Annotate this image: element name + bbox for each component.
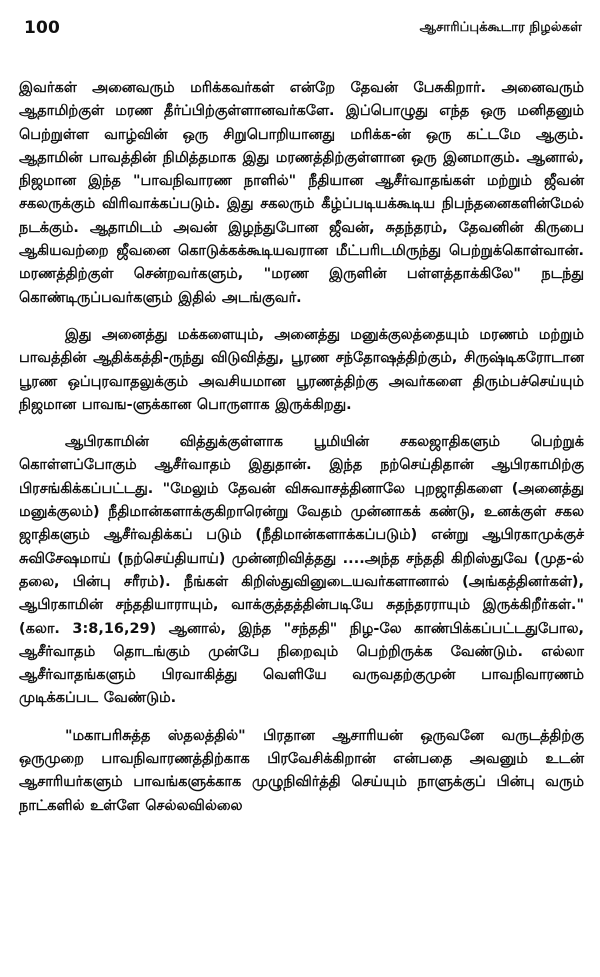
paragraph-3: ஆபிரகாமின் வித்துக்குள்ளாக பூமியின் சகலஜாதிகளும் பெற்றுக் கொள்ளப்போகும் ஆசீர்வாதம் இதுதான். இந்த நற்செய்திதான் ஆபிரகாமிற்கு பிரசங்கிக்கப்பட்டது. "மேலும் தேவன் விசுவாசத்தினாலே புறஜாதிகளை (அனைத்து மனுக்குலம்) நீதிமான்களாக்குகிறாரென்று வேதம் முன்னாகக் கண்டு, உனக்குள் சகல ஜாதிகளும் ஆசீர்வதிக்கப் படும் (நீதிமான்களாக்கப்படும்) என்று ஆபிரகாமுக்குச் சுவிசேஷமாய் (நற்செய்தியாய்) முன்னறிவித்தது ....அந்த சந்ததி கிறிஸ்துவே (முத-ல் தலை, பின்பு சரீரம்). நீங்கள் கிறிஸ்துவினுடையவர்களானால் (அங்கத்தினர்கள்), ஆபிரகாமின் சந்ததியாராயும், வாக்குத்தத்தின்படியே சுதந்தரராயும் இருக்கிறீர்கள்." (கலா. 3:8,16,29) ஆனால், இந்த "சந்ததி" நிழ-லே காண்பிக்கப்பட்டதுபோல, ஆசீர்வாதம் தொடங்கும் முன்பே நிறைவும் பெற்றிருக்க வேண்டும். எல்லா ஆசீர்வாதங்களும் பிரவாகித்து வெளியே வருவதற்குமுன் பாவநிவாரணம் முடிக்கப்பட வேண்டும்.	[19, 434, 584, 707]
paragraph-4: "மகாபரிசுத்த ஸ்தலத்தில்" பிரதான ஆசாரியன் ஒருவனே வருடத்திற்கு ஒருமுறை பாவநிவாரணத்திற்காக பிரவேசிக்கிறான் என்பதை அவனும் உடன் ஆசாரியர்களும் பாவங்களுக்காக முழுநிவிர்த்தி செய்யும் நாளுக்குப் பின்பு வரும் நாட்களில் உள்ளே செல்லவில்லை	[19, 727, 584, 814]
paragraph-2: இது அனைத்து மக்களையும், அனைத்து மனுக்குலத்தையும் மரணம் மற்றும் பாவத்தின் ஆதிக்கத்தி-ருந்து விடுவித்து, பூரண சந்தோஷத்திற்கும், சிருஷ்டிகரோடான பூரண ஒப்புரவாதலுக்கும் அவசியமான பூரணத்திற்கு அவர்களை திரும்பச்செய்யும் நிஜமான பாவங-ளுக்கான பொருளாக இருக்கிறது.	[19, 326, 584, 413]
page-number: 100	[24, 18, 61, 38]
body-text	[19, 77, 584, 832]
running-title: ஆசாரிப்புக்கூடார நிழல்கள்	[419, 20, 582, 35]
paragraph-1: இவர்கள் அனைவரும் மரிக்கவர்கள் என்றே தேவன் பேசுகிறார். அனைவரும் ஆதாமிற்குள் மரண தீர்ப்பிற்குள்ளானவர்களே. இப்பொழுது எந்த ஒரு மனிதனும் பெற்றுள்ள வாழ்வின் ஒரு சிறுபொறியானது மரிக்க-ன் ஒரு கட்டமே ஆகும். ஆதாமின் பாவத்தின் நிமித்தமாக இது மரணத்திற்குள்ளான ஒரு இனமாகும். ஆனால், நிஜமான இந்த "பாவநிவாரண நாளில்" நீதியான ஆசீர்வாதங்கள் மற்றும் ஜீவன் சகலருக்கும் விரிவாக்கப்படும். இது சகலரும் கீழ்ப்படியக்கூடிய நிபந்தனைகளின்மேல் நடக்கும். ஆதாமிடம் அவன் இழந்துபோன ஜீவன், சுதந்தரம், தேவனின் கிருபை ஆகியவற்றை ஜீவனை கொடுக்கக்கூடியவரான மீட்பரிடமிருந்து பெற்றுக்கொள்வான். மரணத்திற்குள் சென்றவர்களும், "மரண இருளின் பள்ளத்தாக்கிலே" நடந்து கொண்டிருப்பவர்களும் இதில் அடங்குவர்.	[19, 80, 585, 306]
page-header	[14, 12, 586, 56]
book-page	[14, 12, 586, 967]
